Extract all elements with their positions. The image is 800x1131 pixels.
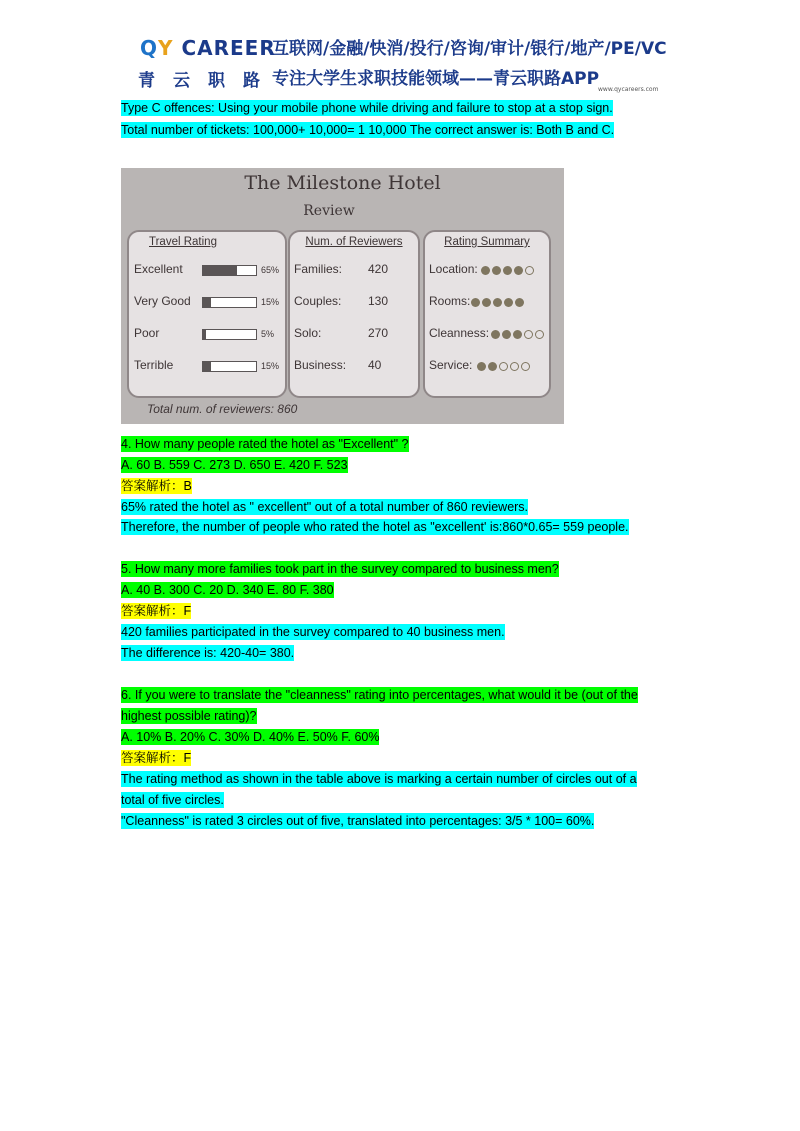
filled-circle-icon	[504, 298, 513, 307]
filled-circle-icon	[481, 266, 490, 275]
travel-rating-bar-fill	[203, 330, 206, 339]
brand-logo	[140, 36, 276, 60]
filled-circle-icon	[515, 298, 524, 307]
filled-circle-icon	[477, 362, 486, 371]
travel-rating-bar	[202, 265, 257, 276]
filled-circle-icon	[471, 298, 480, 307]
hotel-title: The Milestone Hotel	[244, 172, 441, 194]
header-tagline-slogan: 专注大学生求职技能领域——青云职路APP	[272, 69, 600, 89]
travel-rating-panel	[127, 230, 287, 398]
q4-options: A. 60 B. 559 C. 273 D. 650 E. 420 F. 523	[121, 458, 348, 472]
header-url: www.qycareers.com	[598, 86, 659, 93]
filled-circle-icon	[491, 330, 500, 339]
empty-circle-icon	[535, 330, 544, 339]
travel-rating-bar-fill	[203, 362, 211, 371]
rating-circles	[477, 360, 532, 372]
filled-circle-icon	[502, 330, 511, 339]
filled-circle-icon	[503, 266, 512, 275]
q5-question: 5. How many more families took part in the survey compared to business men?	[121, 562, 559, 576]
logo-text: CAREER	[173, 36, 276, 60]
empty-circle-icon	[524, 330, 533, 339]
rating-summary-header: Rating Summary	[444, 236, 530, 248]
filled-circle-icon	[514, 266, 523, 275]
q6-question-2: highest possible rating)?	[121, 709, 257, 723]
rating-summary-label: Location:	[429, 262, 478, 276]
reviewers-header: Num. of Reviewers	[305, 236, 403, 248]
logo-letter-y: Y	[158, 36, 174, 60]
q6-answer: 答案解析：F	[121, 751, 192, 765]
q6-explanation-2: total of five circles.	[121, 793, 224, 807]
q6-question-1: 6. If you were to translate the "cleanness" rating into percentages, what would it be (out of the	[121, 688, 638, 702]
logo-chinese: 青云职路	[138, 71, 278, 91]
travel-rating-label: Poor	[134, 326, 160, 340]
empty-circle-icon	[510, 362, 519, 371]
travel-rating-bar-fill	[203, 266, 237, 275]
intro-line-2: Total number of tickets: 100,000+ 10,000= 1 10,000 The correct answer is: Both B and C.	[121, 123, 615, 137]
q6-explanation-3: "Cleanness" is rated 3 circles out of five, translated into percentages: 3/5 * 100= 60%.	[121, 814, 595, 828]
reviewers-panel	[288, 230, 420, 398]
q5-explanation-2: The difference is: 420-40= 380.	[121, 646, 295, 660]
reviewer-category-label: Families:	[294, 262, 343, 276]
filled-circle-icon	[513, 330, 522, 339]
rating-circles	[471, 296, 526, 308]
page-header	[120, 28, 700, 98]
travel-rating-percent: 65%	[261, 265, 280, 275]
rating-summary-label: Service:	[429, 358, 473, 372]
logo-letter-q: Q	[140, 36, 159, 60]
reviewer-count: 420	[368, 262, 389, 276]
rating-summary-label: Rooms:	[429, 294, 471, 308]
travel-rating-percent: 15%	[261, 361, 280, 371]
q6-options: A. 10% B. 20% C. 30% D. 40% E. 50% F. 60%	[121, 730, 380, 744]
q5-answer: 答案解析：F	[121, 604, 192, 618]
empty-circle-icon	[499, 362, 508, 371]
filled-circle-icon	[482, 298, 491, 307]
travel-rating-label: Terrible	[134, 358, 174, 372]
rating-summary-panel	[423, 230, 551, 398]
q6-explanation-1: The rating method as shown in the table above is marking a certain number of circles out of a	[121, 772, 637, 786]
hotel-review-image	[121, 168, 564, 424]
rating-circles	[481, 264, 536, 276]
reviewer-count: 270	[368, 326, 389, 340]
reviewer-count: 40	[368, 358, 382, 372]
travel-rating-bar-fill	[203, 298, 211, 307]
reviewer-count: 130	[368, 294, 389, 308]
empty-circle-icon	[525, 266, 534, 275]
travel-rating-label: Very Good	[134, 294, 191, 308]
travel-rating-bar	[202, 361, 257, 372]
filled-circle-icon	[493, 298, 502, 307]
q4-question: 4. How many people rated the hotel as "Excellent" ?	[121, 437, 409, 451]
q4-explanation-2: Therefore, the number of people who rated the hotel as "excellent' is:860*0.65= 559 people.	[121, 520, 629, 534]
rating-summary-label: Cleanness:	[429, 326, 490, 340]
travel-rating-header: Travel Rating	[149, 236, 217, 248]
q4-answer: 答案解析：B	[121, 479, 192, 493]
header-tagline-industries: 互联网/金融/快消/投行/咨询/审计/银行/地产/PE/VC	[272, 39, 667, 59]
filled-circle-icon	[492, 266, 501, 275]
total-reviewers: Total num. of reviewers: 860	[147, 402, 298, 416]
travel-rating-percent: 5%	[261, 329, 275, 339]
travel-rating-bar	[202, 297, 257, 308]
reviewer-category-label: Business:	[294, 358, 347, 372]
empty-circle-icon	[521, 362, 530, 371]
q5-explanation-1: 420 families participated in the survey compared to 40 business men.	[121, 625, 505, 639]
travel-rating-percent: 15%	[261, 297, 280, 307]
travel-rating-label: Excellent	[134, 262, 183, 276]
intro-line-1: Type C offences: Using your mobile phone while driving and failure to stop at a stop sign.	[121, 101, 613, 115]
filled-circle-icon	[488, 362, 497, 371]
travel-rating-bar	[202, 329, 257, 340]
reviewer-category-label: Solo:	[294, 326, 322, 340]
q5-options: A. 40 B. 300 C. 20 D. 340 E. 80 F. 380	[121, 583, 334, 597]
rating-circles	[491, 328, 546, 340]
reviewer-category-label: Couples:	[294, 294, 342, 308]
q4-explanation-1: 65% rated the hotel as " excellent" out of a total number of 860 reviewers.	[121, 500, 529, 514]
hotel-subtitle: Review	[303, 203, 355, 219]
